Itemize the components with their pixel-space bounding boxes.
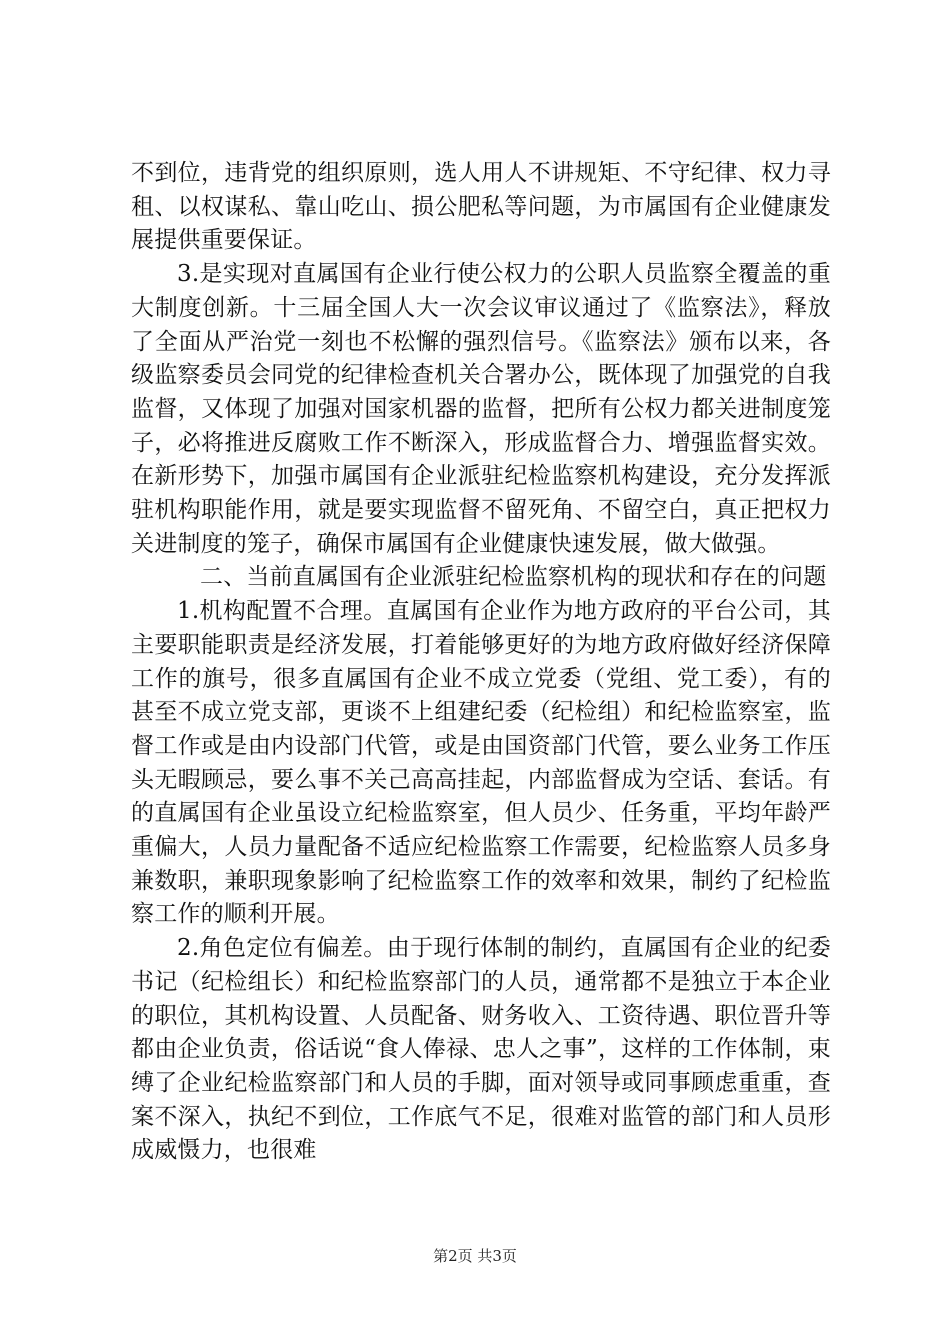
section-heading-2: 二、当前直属国有企业派驻纪检监察机构的现状和存在的问题: [200, 564, 827, 591]
page-number-label: 第2页 共3页: [433, 1247, 517, 1265]
paragraph-point-2: 2.角色定位有偏差。由于现行体制的制约，直属国有企业的纪委书记（纪检组长）和纪检监察部门的人员，通常都不是独立于本企业的职位，其机构设置、人员配备、财务收入、工资待遇、职位晋升等都由企业负责，俗话说“食人俸禄、忠人之事”，这样的工作体制，束缚了企业纪检监察部门和人员的手脚，面对领导或同事顾虑重重，查案不深入，执纪不到位，工作底气不足，很难对监管的部门和人员形成威慑力，也很难: [131, 935, 831, 1164]
document-body: [131, 157, 831, 1168]
paragraph-point-3: 3.是实现对直属国有企业行使公权力的公职人员监察全覆盖的重大制度创新。十三届全国人大一次会议审议通过了《监察法》，释放了全面从严治党一刻也不松懈的强烈信号。《监察法》颁布以来，各级监察委员会同党的纪律检查机关合署办公，既体现了加强党的自我监督，又体现了加强对国家机器的监督，把所有公权力都关进制度笼子，必将推进反腐败工作不断深入，形成监督合力、增强监督实效。在新形势下，加强市属国有企业派驻纪检监察机构建设，充分发挥派驻机构职能作用，就是要实现监督不留死角、不留空白，真正把权力关进制度的笼子，确保市属国有企业健康快速发展，做大做强。: [131, 261, 831, 557]
paragraph-point-1: 1.机构配置不合理。直属国有企业作为地方政府的平台公司，其主要职能职责是经济发展，打着能够更好的为地方政府做好经济保障工作的旗号，很多直属国有企业不成立党委（党组、党工委），有的甚至不成立党支部，更谈不上组建纪委（纪检组）和纪检监察室，监督工作或是由内设部门代管，或是由国资部门代管，要么业务工作压头无暇顾忌，要么事不关己高高挂起，内部监督成为空话、套话。有的直属国有企业虽设立纪检监察室，但人员少、任务重，平均年龄严重偏大，人员力量配备不适应纪检监察工作需要，纪检监察人员多身兼数职，兼职现象影响了纪检监察工作的效率和效果，制约了纪检监察工作的顺利开展。: [131, 598, 831, 928]
paragraph-continuation: 不到位，违背党的组织原则，选人用人不讲规矩、不守纪律、权力寻租、以权谋私、靠山吃山、损公肥私等问题，为市属国有企业健康发展提供重要保证。: [131, 160, 831, 254]
page-footer: [0, 1245, 950, 1266]
